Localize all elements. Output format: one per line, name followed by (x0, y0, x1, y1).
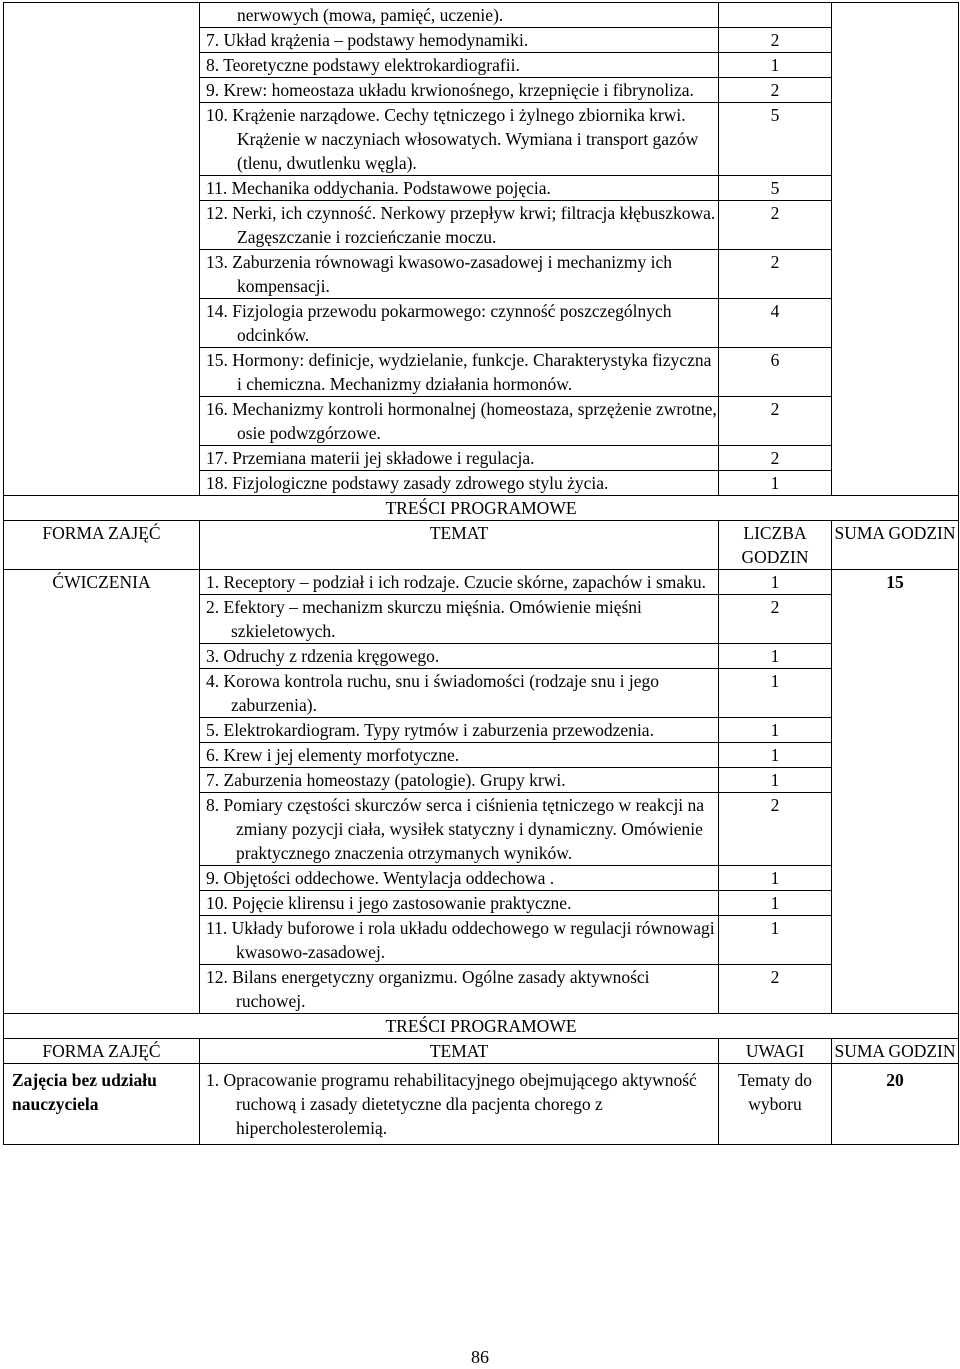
lecture-topic: 11. Mechanika oddychania. Podstawowe pojęcia. (200, 176, 719, 201)
exercise-topic: 10. Pojęcie klirensu i jego zastosowanie praktyczne. (200, 891, 719, 916)
exercise-hours: 2 (719, 793, 832, 866)
exercise-hours: 1 (719, 768, 832, 793)
exercise-hours: 1 (719, 644, 832, 669)
exercise-hours: 1 (719, 743, 832, 768)
lecture-hours: 2 (719, 250, 832, 299)
lecture-hours: 5 (719, 103, 832, 176)
col-header-sum: SUMA GODZIN (832, 1039, 959, 1064)
section-title-row (4, 1014, 959, 1039)
exercise-hours: 1 (719, 718, 832, 743)
lecture-topic: 9. Krew: homeostaza układu krwionośnego, krzepnięcie i fibrynoliza. (200, 78, 719, 103)
exercise-topic: 8. Pomiary częstości skurczów serca i ciśnienia tętniczego w reakcji na zmiany pozycji ciała, wysiłek statyczny i dynamiczny. Omówienie praktycznego znaczenia otrzymanych wyników. (200, 793, 719, 866)
section-title: TREŚCI PROGRAMOWE (4, 1014, 959, 1039)
exercise-topic: 1. Receptory – podział i ich rodzaje. Czucie skórne, zapachów i smaku. (200, 570, 719, 595)
lecture-topic: 10. Krążenie narządowe. Cechy tętniczego i żylnego zbiornika krwi. Krążenie w naczyniach włosowatych. Wymiana i transport gazów (tlenu, dwutlenku węgla). (200, 103, 719, 176)
lecture-topic: 18. Fizjologiczne podstawy zasady zdrowego stylu życia. (200, 471, 719, 496)
col-header-hours: LICZBA GODZIN (719, 521, 832, 570)
exercise-topic: 2. Efektory – mechanizm skurczu mięśnia. Omówienie mięśni szkieletowych. (200, 595, 719, 644)
exercise-topic: 7. Zaburzenia homeostazy (patologie). Grupy krwi. (200, 768, 719, 793)
curriculum-table (3, 2, 959, 1145)
lecture-hours: 4 (719, 299, 832, 348)
col-header-topic: TEMAT (200, 1039, 719, 1064)
exercise-sum: 15 (832, 570, 959, 1014)
col-header-topic: TEMAT (200, 521, 719, 570)
lecture-hours: 2 (719, 28, 832, 53)
lecture-topic: 13. Zaburzenia równowagi kwasowo-zasadowej i mechanizmy ich kompensacji. (200, 250, 719, 299)
lecture-hours: 2 (719, 446, 832, 471)
lecture-hours (719, 3, 832, 28)
table-row (4, 1064, 959, 1145)
sum-cell-empty (832, 3, 959, 496)
exercise-topic: 4. Korowa kontrola ruchu, snu i świadomości (rodzaje snu i jego zaburzenia). (200, 669, 719, 718)
col-header-form: FORMA ZAJĘĆ (4, 521, 200, 570)
table-row (4, 3, 959, 28)
self-study-sum: 20 (832, 1064, 959, 1145)
exercise-hours: 2 (719, 595, 832, 644)
exercise-hours: 1 (719, 891, 832, 916)
section-title: TREŚCI PROGRAMOWE (4, 496, 959, 521)
self-study-notes: Tematy do wyboru (719, 1064, 832, 1145)
exercise-hours: 1 (719, 916, 832, 965)
lecture-topic: 16. Mechanizmy kontroli hormonalnej (homeostaza, sprzężenie zwrotne, osie podwzgórzowe. (200, 397, 719, 446)
col-header-form: FORMA ZAJĘĆ (4, 1039, 200, 1064)
lecture-topic: 14. Fizjologia przewodu pokarmowego: czynność poszczególnych odcinków. (200, 299, 719, 348)
section-title-row (4, 496, 959, 521)
self-study-topic: 1. Opracowanie programu rehabilitacyjnego obejmującego aktywność ruchową i zasady dietetyczne dla pacjenta chorego z hipercholesterolemią. (200, 1064, 719, 1145)
exercise-hours: 1 (719, 866, 832, 891)
lecture-topic: 12. Nerki, ich czynność. Nerkowy przepływ krwi; filtracja kłębuszkowa. Zagęszczanie i rozcieńczanie moczu. (200, 201, 719, 250)
table-row (4, 570, 959, 595)
exercise-topic: 11. Układy buforowe i rola układu oddechowego w regulacji równowagi kwasowo-zasadowej. (200, 916, 719, 965)
lecture-hours: 5 (719, 176, 832, 201)
lecture-hours: 6 (719, 348, 832, 397)
lecture-topic: nerwowych (mowa, pamięć, uczenie). (200, 3, 719, 28)
exercise-topic: 6. Krew i jej elementy morfotyczne. (200, 743, 719, 768)
exercise-hours: 1 (719, 669, 832, 718)
lecture-hours: 1 (719, 53, 832, 78)
page-number: 86 (471, 1347, 489, 1367)
col-header-notes: UWAGI (719, 1039, 832, 1064)
col-header-sum: SUMA GODZIN (832, 521, 959, 570)
exercise-topic: 9. Objętości oddechowe. Wentylacja oddechowa . (200, 866, 719, 891)
lecture-hours: 2 (719, 78, 832, 103)
header-row (4, 521, 959, 570)
lecture-hours: 1 (719, 471, 832, 496)
form-cell-empty (4, 3, 200, 496)
lecture-topic: 7. Układ krążenia – podstawy hemodynamiki. (200, 28, 719, 53)
form-self-study: Zajęcia bez udziału nauczyciela (4, 1064, 200, 1145)
exercise-topic: 3. Odruchy z rdzenia kręgowego. (200, 644, 719, 669)
exercise-hours: 2 (719, 965, 832, 1014)
exercise-hours: 1 (719, 570, 832, 595)
header-row (4, 1039, 959, 1064)
lecture-topic: 8. Teoretyczne podstawy elektrokardiografii. (200, 53, 719, 78)
exercise-topic: 5. Elektrokardiogram. Typy rytmów i zaburzenia przewodzenia. (200, 718, 719, 743)
form-cwiczenia: ĆWICZENIA (4, 570, 200, 1014)
lecture-hours: 2 (719, 201, 832, 250)
lecture-topic: 17. Przemiana materii jej składowe i regulacja. (200, 446, 719, 471)
lecture-hours: 2 (719, 397, 832, 446)
lecture-topic: 15. Hormony: definicje, wydzielanie, funkcje. Charakterystyka fizyczna i chemiczna. Mechanizmy działania hormonów. (200, 348, 719, 397)
exercise-topic: 12. Bilans energetyczny organizmu. Ogólne zasady aktywności ruchowej. (200, 965, 719, 1014)
